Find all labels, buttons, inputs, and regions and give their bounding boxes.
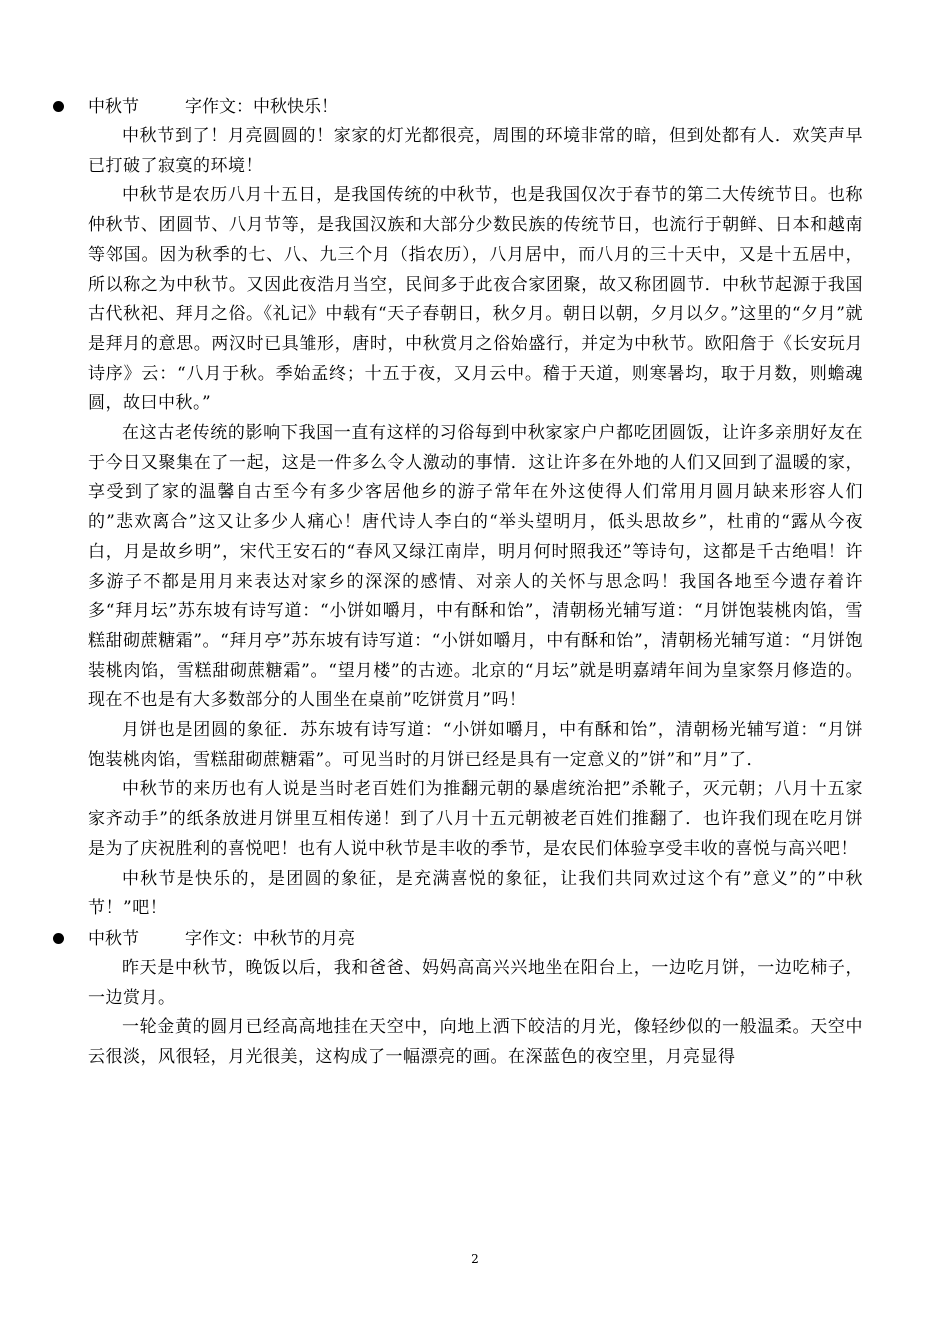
paragraph: 中秋节是农历八月十五日，是我国传统的中秋节，也是我国仅次于春节的第二大传统节日。也称仲秋节、团圆节、八月节等，是我国汉族和大部分少数民族的传统节日，也流行于朝鲜、日本和越南等邻国。因为秋季的七、八、九三个月（指农历），八月居中，而八月的三十天中，又是十五居中，所以称之为中秋节。又因此夜浩月当空，民间多于此夜合家团聚，故又称团圆节．中秋节起源于我国古代秋祀、拜月之俗。《礼记》中载有“天子春朝日，秋夕月。朝日以朝，夕月以夕。”这里的“夕月”就是拜月的意思。两汉时已具雏形，唐时，中秋赏月之俗始盛行，并定为中秋节。欧阳詹于《长安玩月诗序》云：“八月于秋。季始孟终；十五于夜，又月云中。稽于天道，则寒暑均，取于月数，则蟾魂圆，故曰中秋。”: [88, 185, 863, 414]
paragraph: 在这古老传统的影响下我国一直有这样的习俗每到中秋家家户户都吃团圆饭，让许多亲朋好友在于今日又聚集在了一起，这是一件多么令人激动的事情．这让许多在外地的人们又回到了温暖的家，享受到了家的温馨自古至今有多少客居他乡的游子常年在外这使得人们常用月圆月缺来形容人们的”悲欢离合”这又让多少人痛心！唐代诗人李白的“举头望明月，低头思故乡”，杜甫的“露从今夜白，月是故乡明”，宋代王安石的“春风又绿江南岸，明月何时照我还”等诗句，这都是千古绝唱！许多游子不都是用月来表达对家乡的深深的感情、对亲人的关怀与思念吗！我国各地至今遗存着许多“拜月坛”苏东坡有诗写道：“小饼如嚼月，中有酥和饴”，清朝杨光辅写道：“月饼饱装桃肉馅，雪糕甜砌蔗糖霜”。“拜月亭”苏东坡有诗写道：“小饼如嚼月，中有酥和饴”，清朝杨光辅写道：“月饼饱装桃肉馅，雪糕甜砌蔗糖霜”。“望月楼”的古迹。北京的“月坛”就是明嘉靖年间为皇家祭月修造的。现在不也是有大多数部分的人围坐在桌前”吃饼赏月”吗！: [88, 423, 863, 711]
heading-essay-title: 字作文：中秋快乐！: [185, 97, 338, 117]
heading-festival-label: 中秋节: [88, 928, 139, 949]
paragraph: 中秋节到了！月亮圆圆的！家家的灯光都很亮，周围的环境非常的暗，但到处都有人．欢笑声早已打破了寂寞的环境！: [88, 126, 863, 176]
section-heading: [76, 924, 863, 954]
page-number: 2: [471, 1252, 479, 1266]
paragraph: 一轮金黄的圆月已经高高地挂在天空中，向地上洒下皎洁的月光，像轻纱似的一般温柔。天空中云很淡，风很轻，月光很美，这构成了一幅漂亮的画。在深蓝色的夜空里，月亮显得: [88, 1017, 863, 1068]
paragraph: 中秋节的来历也有人说是当时老百姓们为推翻元朝的暴虐统治把”杀靴子，灭元朝；八月十五家家齐动手”的纸条放进月饼里互相传递！到了八月十五元朝被老百姓们推翻了．也许我们现在吃月饼是为了庆祝胜利的喜悦吧！也有人说中秋节是丰收的季节，是农民们体验享受丰收的喜悦与高兴吧！: [88, 779, 863, 859]
paragraph: 昨天是中秋节，晚饭以后，我和爸爸、妈妈高高兴兴地坐在阳台上，一边吃月饼，一边吃柿子，一边赏月。: [88, 957, 863, 1008]
bullet-icon: [53, 933, 64, 944]
paragraph: 中秋节是快乐的，是团圆的象征，是充满喜悦的象征，让我们共同欢过这个有”意义”的”中秋节！”吧！: [88, 868, 863, 919]
section-heading: [76, 92, 863, 122]
heading-essay-title: 字作文：中秋节的月亮: [185, 928, 355, 949]
document-body: [88, 92, 863, 1073]
bullet-icon: [53, 101, 64, 112]
heading-festival-label: 中秋节: [88, 97, 139, 117]
paragraph: 月饼也是团圆的象征．苏东坡有诗写道：“小饼如嚼月，中有酥和饴”，清朝杨光辅写道：“月饼饱装桃肉馅，雪糕甜砌蔗糖霜”。可见当时的月饼已经是具有一定意义的”饼”和”月”了．: [88, 720, 863, 770]
